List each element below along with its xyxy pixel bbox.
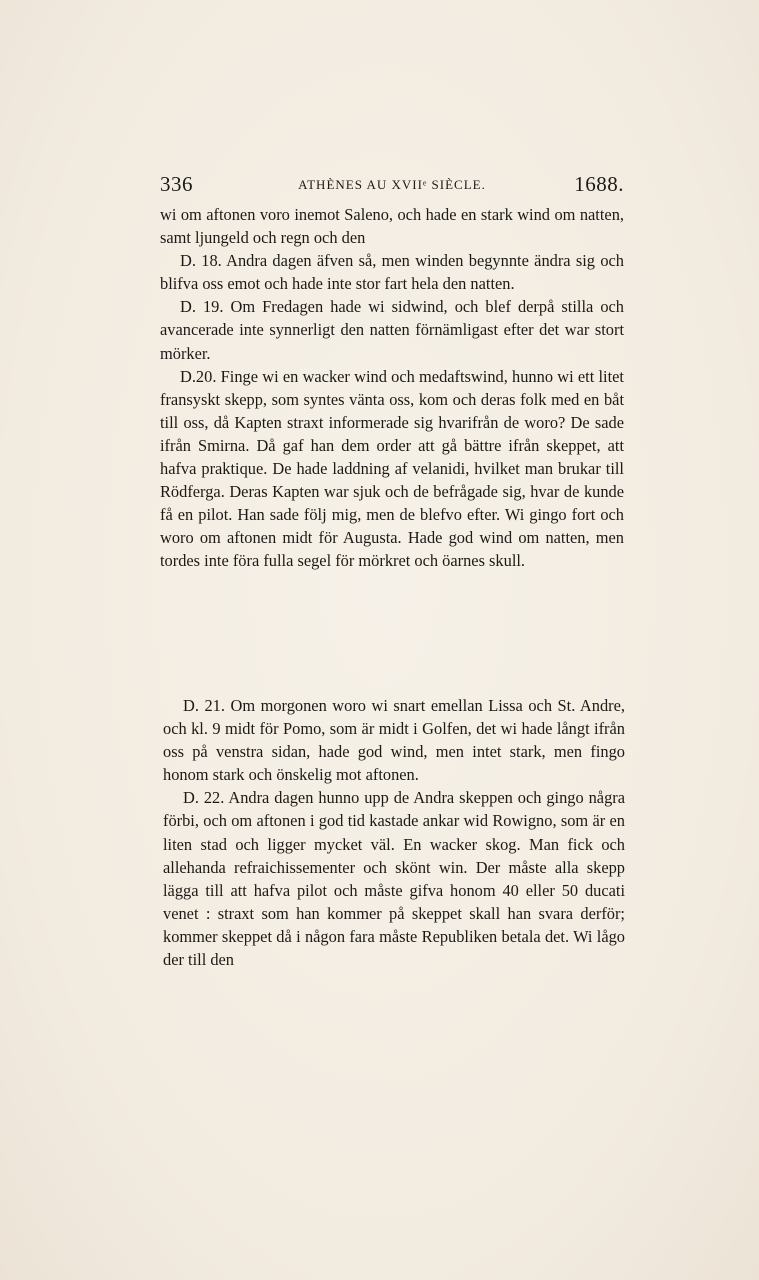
text-block-bottom [163,694,625,971]
page-header [160,172,624,196]
paragraph: D. 21. Om morgonen woro wi snart emellan Lissa och St. Andre, och kl. 9 midt för Pomo, som är midt i Golfen, det wi hade långt ifrån oss på venstra sidan, hade god wind, men intet stark, men fingo honom stark och önskelig mot aftonen. [163,696,625,785]
paragraph: wi om aftonen voro inemot Saleno, och hade en stark wind om natten, samt ljungeld och regn och den [160,205,624,248]
text-block-top [160,203,624,573]
page-number: 336 [160,172,193,196]
running-title: ATHÈNES AU XVIIᵉ SIÈCLE. [298,177,486,192]
paragraph: D. 22. Andra dagen hunno upp de Andra skeppen och gingo några förbi, och om aftonen i god tid kastade ankar wid Rowigno, som är en liten stad och ligger mycket väl. En wacker skog. Man fick och allehanda refraichissementer och skönt win. Der måste alla skepp lägga till att hafva pilot och måste gifva honom 40 eller 50 ducati venet : straxt som han kommer på skeppet skall han svara derför; kommer skeppet då i någon fara måste Republiken betala det. Wi lågo der till den [163,788,625,970]
header-year: 1688. [574,172,624,196]
paragraph: D. 19. Om Fredagen hade wi sidwind, och blef derpå stilla och avancerade inte synnerligt den natten förnämligast efter det war stort mörker. [160,297,624,363]
paragraph: D.20. Finge wi en wacker wind och medaftswind, hunno wi ett litet fransyskt skepp, som syntes vänta oss, kom och deras folk med en båt till oss, då Kapten straxt informerade sig hvarifrån de woro? De sade ifrån Smirna. Då gaf han dem order att gå bättre ifrån skeppet, att hafva praktique. De hade laddning af velanidi, hvilket man brukar till Rödferga. Deras Kapten war sjuk och de befrågade sig, hvar de kunde få en pilot. Han sade följ mig, men de blefvo efter. Wi gingo fort och woro om aftonen midt för Augusta. Hade god wind om natten, men tordes inte föra fulla segel för mörkret och öarnes skull. [160,366,624,571]
paragraph: D. 18. Andra dagen äfven så, men winden begynnte ändra sig och blifva oss emot och hade inte stor fart hela den natten. [160,251,624,294]
